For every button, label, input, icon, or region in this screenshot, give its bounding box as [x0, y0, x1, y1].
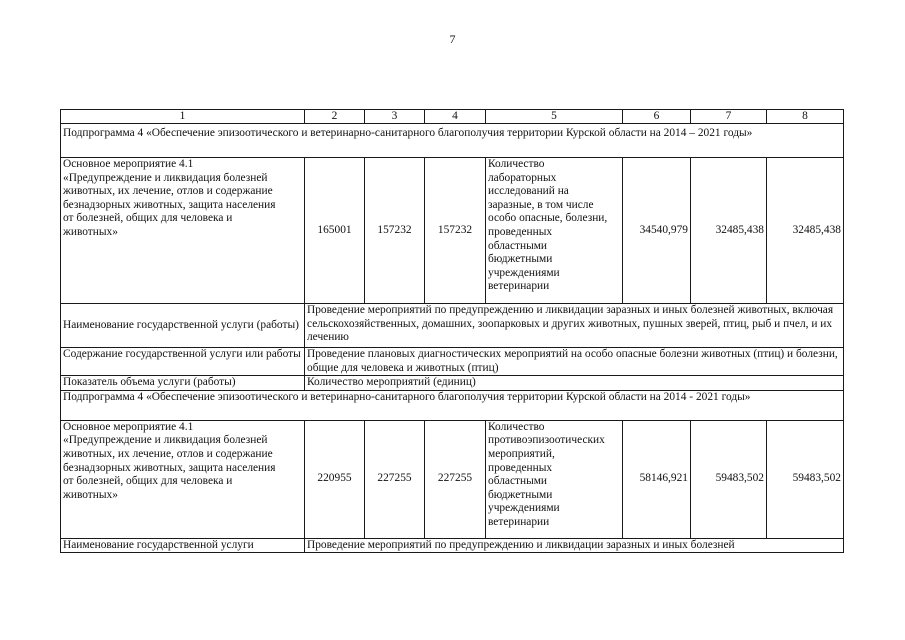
value-col-8: 32485,438	[767, 158, 844, 304]
page-number: 7	[449, 32, 456, 46]
measure-line: животных»	[63, 488, 118, 501]
measure-line: безнадзорных животных, защита населения	[63, 461, 276, 474]
col-header-3: 3	[365, 110, 425, 124]
indicator-line: заразные, в том числе	[488, 198, 594, 211]
measure-line: безнадзорных животных, защита населения	[63, 198, 276, 211]
measure-line: Основное мероприятие 4.1	[63, 158, 194, 170]
measure-line: Основное мероприятие 4.1	[63, 420, 194, 433]
indicator-line: особо опасные, болезни,	[488, 212, 608, 225]
indicator-line: бюджетными	[488, 253, 553, 266]
indicator-line: исследований на	[488, 185, 569, 198]
col-header-6: 6	[623, 110, 691, 124]
value-col-6: 34540,979	[623, 158, 691, 304]
measure-row	[61, 420, 844, 538]
measure-row	[61, 158, 844, 304]
indicator-line: мероприятий,	[488, 447, 555, 460]
measure-description	[61, 158, 305, 304]
col-header-4: 4	[425, 110, 486, 124]
volume-indicator-label: Показатель объема услуги (работы)	[61, 376, 305, 391]
value-col-4: 227255	[425, 420, 486, 538]
value-col-4: 157232	[425, 158, 486, 304]
measure-line: животных»	[63, 225, 118, 238]
header-row	[61, 110, 844, 124]
subprogram-title: Подпрограмма 4 «Обеспечение эпизоотического и ветеринарно-санитарного благополучия территории Курской области на 2014 – 2021 годы»	[61, 124, 844, 158]
indicator-line: проведенных	[488, 461, 553, 474]
indicator-line: учреждениями	[488, 266, 560, 279]
indicator-description	[486, 420, 623, 538]
service-name-label: Наименование государственной услуги (работы)	[61, 304, 305, 348]
indicator-line: учреждениями	[488, 502, 560, 515]
indicator-line: Количество	[488, 420, 545, 433]
indicator-line: лабораторных	[488, 171, 557, 184]
indicator-line: противоэпизоотических	[488, 434, 605, 447]
budget-table	[60, 109, 844, 553]
indicator-line: областными	[488, 239, 548, 252]
measure-line: от болезней, общих для человека и	[63, 212, 233, 225]
service-name-value: Проведение мероприятий по предупреждению и ликвидации заразных и иных болезней	[305, 538, 844, 553]
indicator-line: бюджетными	[488, 488, 553, 501]
indicator-line: областными	[488, 475, 548, 488]
indicator-description	[486, 158, 623, 304]
volume-indicator-value: Количество мероприятий (единиц)	[305, 376, 844, 391]
measure-description	[61, 420, 305, 538]
value-col-8: 59483,502	[767, 420, 844, 538]
indicator-line: ветеринарии	[488, 280, 550, 293]
indicator-line: проведенных	[488, 225, 553, 238]
value-col-7: 59483,502	[691, 420, 767, 538]
measure-line: животных, их лечение, отлов и содержание	[63, 185, 273, 198]
value-col-3: 227255	[365, 420, 425, 538]
service-content-value: Проведение плановых диагностических мероприятий на особо опасные болезни животных (птиц) и болезни, общие для человека и животных (птиц)	[305, 348, 844, 376]
value-col-2: 220955	[305, 420, 365, 538]
measure-line: «Предупреждение и ликвидация болезней	[63, 171, 268, 184]
service-name-value: Проведение мероприятий по предупреждению и ликвидации заразных и иных болезней животных, включая сельскохозяйственных, домашних, зоопарковых и других животных, пушных зверей, птиц, рыб и пчел, и их лечению	[305, 304, 844, 348]
col-header-1: 1	[61, 110, 305, 124]
col-header-5: 5	[486, 110, 623, 124]
value-col-7: 32485,438	[691, 158, 767, 304]
indicator-line: Количество	[488, 158, 545, 170]
measure-line: от болезней, общих для человека и	[63, 475, 233, 488]
value-col-2: 165001	[305, 158, 365, 304]
value-col-6: 58146,921	[623, 420, 691, 538]
measure-line: «Предупреждение и ликвидация болезней	[63, 434, 268, 447]
col-header-7: 7	[691, 110, 767, 124]
service-content-label: Содержание государственной услуги или работы	[61, 348, 305, 376]
value-col-3: 157232	[365, 158, 425, 304]
col-header-8: 8	[767, 110, 844, 124]
subprogram-title: Подпрограмма 4 «Обеспечение эпизоотического и ветеринарно-санитарного благополучия территории Курской области на 2014 - 2021 годы»	[61, 390, 844, 420]
indicator-line: ветеринарии	[488, 515, 550, 528]
col-header-2: 2	[305, 110, 365, 124]
service-name-label: Наименование государственной услуги	[61, 538, 305, 553]
measure-line: животных, их лечение, отлов и содержание	[63, 447, 273, 460]
